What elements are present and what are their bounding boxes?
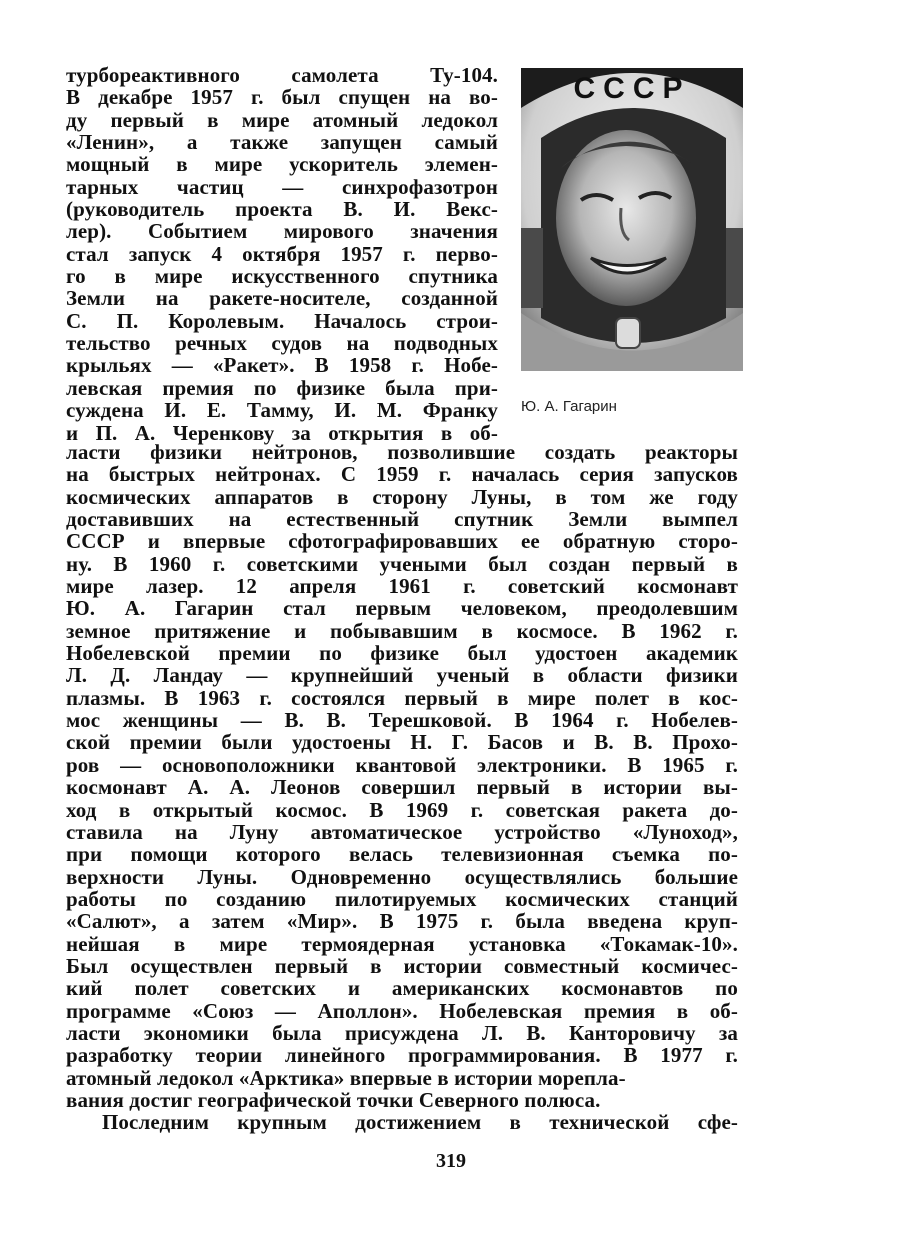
text-line: ров — основоположники квантовой электроники. В 1965 г.: [66, 752, 738, 777]
text-line: космических аппаратов в сторону Луны, в том же году: [66, 484, 738, 509]
text-line: тельство речных судов на подводных: [66, 331, 498, 356]
text-line: на быстрых нейтронах. С 1959 г. началась серия запусков: [66, 462, 738, 487]
text-line: ход в открытый космос. В 1969 г. советская ракета до-: [66, 797, 738, 822]
page-number: 319: [436, 1150, 466, 1172]
text-line: Последним крупным достижением в технической сфе-: [102, 1110, 738, 1135]
text-line: Ю. А. Гагарин стал первым человеком, преодолевшим: [66, 596, 738, 621]
text-line: и П. А. Черенкову за открытия в об-: [66, 420, 498, 445]
text-line: стал запуск 4 октября 1957 г. перво-: [66, 241, 498, 266]
text-line: ской премии были удостоены Н. Г. Басов и В. В. Прохо-: [66, 730, 738, 755]
text-line: земное притяжение и побывавшим в космосе. В 1962 г.: [66, 618, 738, 643]
gagarin-photo: [521, 68, 743, 371]
text-line: плазмы. В 1963 г. состоялся первый в мире полет в кос-: [66, 685, 738, 710]
text-column-wrapped: [66, 64, 498, 444]
text-line: при помощи которого велась телевизионная съемка по-: [66, 842, 738, 867]
text-line: го в мире искусственного спутника: [66, 264, 498, 289]
text-line: ласти экономики была присуждена Л. В. Канторовичу за: [66, 1020, 738, 1045]
text-line: Нобелевской премии по физике был удостоен академик: [66, 641, 738, 666]
text-line: тарных частиц — синхрофазотрон: [66, 174, 498, 199]
portrait-illustration: [521, 68, 743, 371]
text-line: лер). Событием мирового значения: [66, 219, 498, 244]
text-line: С. П. Королевым. Началось строи-: [66, 308, 498, 333]
helmet-lettering: СССР: [573, 72, 691, 105]
text-line: ласти физики нейтронов, позволившие создать реакторы: [66, 440, 738, 464]
text-line: кий полет советских и американских космонавтов по: [66, 976, 738, 1001]
text-line: турбореактивного самолета Ту-104.: [66, 63, 498, 87]
text-line: мире лазер. 12 апреля 1961 г. советский космонавт: [66, 574, 738, 599]
text-line: ставила на Луну автоматическое устройство «Луноход»,: [66, 819, 738, 844]
text-line: вания достиг географической точки Северного полюса.: [66, 1087, 601, 1112]
text-line: нейшая в мире термоядерная установка «Токамак-10».: [66, 931, 738, 956]
text-line: верхности Луны. Одновременно осуществлялись большие: [66, 864, 738, 889]
text-line: Земли на ракете-носителе, созданной: [66, 286, 498, 311]
text-line: «Ленин», а также запущен самый: [66, 130, 498, 155]
text-line: СССР и впервые сфотографировавших ее обратную сторо-: [66, 529, 738, 554]
photo-caption: Ю. А. Гагарин: [521, 398, 617, 415]
text-line: ду первый в мире атомный ледокол: [66, 107, 498, 132]
text-line: атомный ледокол «Арктика» впервые в истории морепла-: [66, 1065, 626, 1090]
text-line: Л. Д. Ландау — крупнейший ученый в области физики: [66, 663, 738, 688]
text-line: работы по созданию пилотируемых космических станций: [66, 886, 738, 911]
text-line: суждена И. Е. Тамму, И. М. Франку: [66, 398, 498, 423]
text-line: мощный в мире ускоритель элемен-: [66, 152, 498, 177]
text-line: мос женщины — В. В. Терешковой. В 1964 г. Нобелев-: [66, 708, 738, 733]
text-line: В декабре 1957 г. был спущен на во-: [66, 85, 498, 110]
text-line: (руководитель проекта В. И. Векс-: [66, 197, 498, 222]
text-line: доставивших на естественный спутник Земли вымпел: [66, 507, 738, 532]
text-line: левская премия по физике была при-: [66, 375, 498, 400]
text-line: «Салют», а затем «Мир». В 1975 г. была введена круп-: [66, 909, 738, 934]
text-line: ну. В 1960 г. советскими учеными был создан первый в: [66, 551, 738, 576]
text-line: Был осуществлен первый в истории совместный космичес-: [66, 953, 738, 978]
text-line: космонавт А. А. Леонов совершил первый в истории вы-: [66, 775, 738, 800]
text-line: разработку теории линейного программирования. В 1977 г.: [66, 1043, 738, 1068]
text-line: программе «Союз — Аполлон». Нобелевская премия в об-: [66, 998, 738, 1023]
text-column-full: [66, 441, 738, 1134]
text-line: крыльях — «Ракет». В 1958 г. Нобе-: [66, 353, 498, 378]
